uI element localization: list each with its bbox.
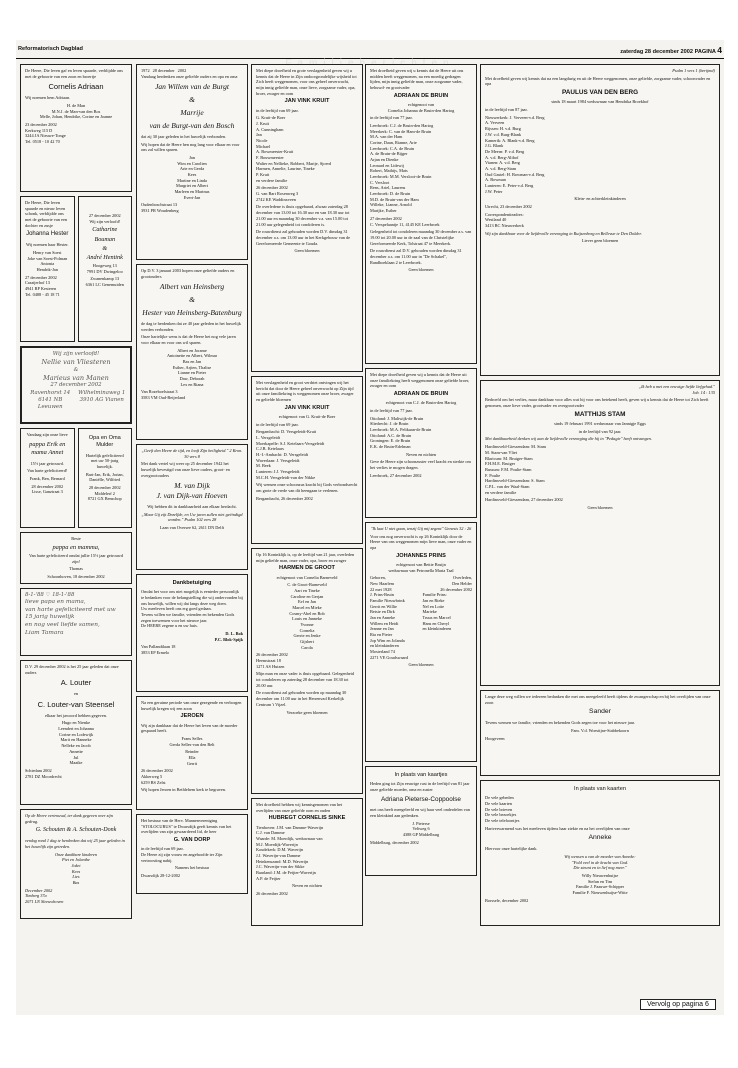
page-date: zaterdag 28 december 2002 PAGINA 4	[620, 45, 722, 55]
ad-thanks-anneke: In plaats van kaarten De vele gebeden De vele kaarten De vele brieven De vele bezoekjes De vele telefoontjes Hartverwarmend was het meeleven tijdens haar ziekte en na het overlijden van onze Anneke Hiervoor onze hartelijke dank. Wij wensen u van de moeder van Anneke: "Fold veel in de kracht van God. Die steunt en in lief nog meer." Willy Nieuwenhuijse Stefan en Tim Familie J. Paauwe-Schipper Familie F. Nieuwenhuijse-Witte Borssele, december 2002	[480, 780, 720, 926]
ad-obituary-pieterse: In plaats van kaartjes Heden ging tot Zijn eeuwige rust in de leeftijd van 81 jaar onze geliefde moeder, oma en zuster Adriana Pieterse-Coppoolse met ons heeft meegeleefd en wij haar veel onderdelen van een kleinkind aan gedenken. J. Pieterse Veltweg 6 4388 GP Middelburg Middelburg, december 2002	[365, 766, 477, 876]
ad-row	[20, 196, 132, 342]
ad-obituary-harmen: Op 16 Koninklijk is, op de leeftijd van 21 jaar, overleden mijn geliefde man, onze vader, opa, broer en zwager HARMEN DE GROOT echtgenoot van Cornelia Barneveld C. de Groot-Barneveld Aart en Tineke Caroline en Gerjan Eef en Jan Marcel en Mieke Cosmy-Abel en Bob Louis en Janneke Yvonne Cornelia Gerrie en Jenke Gijsbert Carola 26 december 2002 Heemstraat 18 1271 AS Huizen Mijn man en onze vader is thuis opgebaard. Gelegenheid tot condoleren op zaterdag 28 december van 18.30 tot 20.00 uur. De rouwdienst zal gehouden worden op maandag 30 december om 11.00 uur in het Herrenvad Kerkelijk Centrum 't Vijzel. Verzoeke geen bloemen	[251, 548, 363, 794]
ad-obituary-bruin-1: Met droefheid geven wij u kennis dat de Heere uit ons midden heeft weggenomen, na een moedig gedragen lijden, mijn innig geliefde man, onze zorgzame vader, behuwd- en grootvader ADRIAAN DE BRUIN echtgenoot van Cornelia Johanna de Bruin-den Hartog in de leeftijd van 77 jaar. Leerbroek: C.J. de Bruin-den Hartog Meerkerk: C. van de Ham-de Bruin M.A. van der Ham Corine, Daan, Rianne, Arie Leerbroek: C.A. de Bruin A. de Bruin-de Bijger Arjan en Dienke Leonard en Lidewij Robert, Mathijs, Mats Leerbroek: M.M. Versloot-de Bruin C. Versloot Rens, Ariel, Laurens Leerbroek: D. de Bruin M.D. de Bruin-van der Ham Willeke, Lianne, Arnold Marijke, Esther 27 december 2002 C. Verspelaantje 11, 4145 KE Leerbroek Gelegenheid tot condoleren maandag 30 december a.s. van 19.00 tot 20.00 uur in de zaal van de Christelijke Gereformeerde Kerk, Tolstraat 47 te Meerkerk. De rouwdienst zal D.V. gehouden worden dinsdag 31 december a.s. om 11.00 uur in "De Schakel", Randhoeklaan 2 te Leerbroek. Geen bloemen	[365, 64, 477, 364]
column-1	[20, 64, 132, 923]
ad-handwritten-note: 8-1-'88 ♡ 18-1-'88 lieve papa en mama, van harte gefeliciteerd met uw 15 jarig huwelijk en nog veel liefde samen, Liam Tamara	[20, 588, 132, 656]
name: Cornelis Adriaan	[48, 82, 104, 92]
ad-anniversary-pappa: Beste pappa en mamma, Van harte gefeliciteerd omdat jullie 15½ jaar getrouwd zijn! Thomas Schoonhoven, 18 december 2002	[20, 532, 132, 584]
column-2	[136, 64, 248, 898]
ad-birth-cornelis: De Heere, Die leven gaf en leven spaarde, verblijdde ons met de geboorte van een zoon en broertje Cornelis Adriaan Wij noemen hem Adriaan. H. de Man M.N.J. de Man-van den Bos Melle, Johan, Hendrike, Corine en Joanne 23 december 2002 Kerkweg 115 D 3244 JA Nieuwe-Tonge Tel. 0518 - 10 42 70	[20, 64, 132, 192]
ad-obituary-dorp: Het bestuur van de Herv. Mannenvereniging "STOLOCURUS" te Dwarsdijk geeft kennis van het overlijden van zijn gewaardeerd lid, de heer G. VAN DORP in de leeftijd van 69 jaar. De Heere zij zijn vrouw en angehoofde ter Zijn vertroosting nabij. Namens het bestuur Dwarsdijk 28-12-2002	[136, 814, 248, 894]
ad-obituary-sinke: Met droefheid hebben wij kennisgenomen van het overlijden van onze geliefde oom en ouden HUBREGT CORNELIS SINKE Tienhoven: J.M. van Damme-Waverijn C.J. van Damme Waarde: M. Moerdijk, weduwnaar van M.J. Moerdijk-Waverijn Koudekerk: D.M. Waverijn J.J. Waverijn-van Damme Heinkenszand: M.D. Waverijn J.C. Waverijn-van der Sikke Baarland: J.M. de Feijter-Waverijn A.P. de Feijter Neven en nichten 26 december 2002	[251, 798, 363, 926]
ad-birth-johanna: De Heere, Die leven spaarde en nieuw leven schonk, verblijdde ons met de geboorte van een dochter en zusje Johanna Hester Wij noemen haar Hester. Henry van Soest Joke van Soest-Polman Antonia Hendrik-Jan 27 december 2002 Craaijerhof 13 4941 RP Kesteren Tel. 0488 - 45 18 71	[20, 196, 75, 342]
column-3	[251, 64, 363, 930]
ad-thanks-bok: Dankbetuiging Omdat het voor ons niet mogelijk is eenieder persoonlijk te bedanken voor de belangstelling die wij ondervonden bij ons huwelijk, willen wij dat langs deze weg doen. Uw meeleven heeft ons erg goed gedaan. Tevens willen we familie, vrienden en bekenden Gods zegen toewensen voor het nieuwe jaar. De HEERE zegene u en uw huis. D. L. Bok P.C. Blok-Spijk Van Pallandtlaan 18 3853 EP Ermelo	[136, 574, 248, 692]
ad-engagement-catharine: 27 december 2002 Wij zijn verloofd! Catharine Bouman & André Hentink Hoogeweg 13 7991 DV Dwingeloo Zwanenkamp 13 6361 LC Genemuiden	[78, 196, 133, 342]
ad-obituary-pauls: Psalm 1 vers 1 (berijmd) Met droefheid geven wij kennis dat na een langdurig en uit de Heere weggenomen, onze geliefde, zorgzame vader, schoonvader en opa PAULUS VAN DEN BERG sinds 18 maart 1984 weduwnaar van Hendrika Broekhof in de leeftijd van 87 jaar. Nieuwerkerk: J. Verveen-v.d. Berg A. Verveen Rijssen: H. v.d. Burg J.W. v.d. Burg-Blank Kamerik: A. Blank-v.d. Berg J.G. Blank De Meern: P. v.d. Berg A. v.d. Berg-Alibof Vianen: A. v.d. Berg A. v.d. Berg-Stam Oud Gastel: H. Bowman-v.d. Berg A. Bowman Lunteren: E. Peter-v.d. Berg J.W. Peter Klein- en achterkleinkinderen Utrecht, 23 december 2002 Correspondentieadres: Westland 40 3413 BC Nieuwerkerk Wij zijn dankbaar voor de liefdevolle verzorging in Ruijsenborg en Bellevue te Den Dolder. Liever geen bloemen	[480, 64, 720, 376]
ad-obituary-kruit-1: Met diepe droefheid en grote verslagenheid geven wij u kennis dat de Heere in Zijn ondoorgrondelijke wijsheid tot Zich heeft weggenomen, voor ons geheel onverwacht, mijn innig geliefde man, onze lieve, zorgzame vader, opa, broer, zwager en oom JAN VINK KRUIT in de leeftijd van 69 jaar. G. Kruit-de Boer J. Kruit A. Cunningham Jan Nicole Michael A. Bowmeester-Kruit F. Bouwmeester Walter en Nellieke, Robbert, Marije, Sjoerd Harmen, Annelie, Laurine, Tineke P. Kruit en verdere familie 26 december 2002 G. van Bart Rosenweg 3 2742 KE Waddinxveen De overledene is thuis opgebaard, alwaar zaterdag 28 december van 13.00 tot 16.30 uur en van 18.30 uur tot 21.00 uur en maandag 30 december v.a. van 15.00 tot 21.00 uur gelegenheid tot condoleren is. De rouwdienst zal gehouden worden D.V. dinsdag 31 december a.s. om 13.00 uur in het Kerkgebouw van de Gereformeerde Gemeente te Gouda. Geen bloemen	[251, 64, 363, 372]
ad-thanks-sander: Lange deze weg willen we iedereen bedanken die met ons meegeleefd heeft tijdens de zwangerschap en bij het overlijden van onze zoon Sander Tevens wensen we familie, vrienden en bekenden Gods zegen toe voor het nieuwe jaar. Fam. V.d. Woestijne-Stabbekoorn Hoogeveen	[480, 690, 720, 776]
publication-name: Reformatorisch Dagblad	[18, 46, 83, 52]
ad-obituary-bruin-2: Met diepe droefheid geven wij u kennis dat de Heere uit onze familiekring heeft weggenomen onze geliefde broer, zwager en oom ADRIAAN DE BRUIN echtgenoot van C.J. de Bruin-den Hartog in de leeftijd van 77 jaar. Ottoland: J. Maliwijk-de Bruin Sliedrecht: J. de Bruin Leerbroek: M.A. Pelikaan-de Bruin Ottoland: A.C. de Bruin Groningen: E. de Bruin E.K. de Bruin-Edelman Neven en nichten Geve de Heere zijn schoonzuster veel kracht en sterkte om het verlies te mogen dragen. Leerbroek, 27 december 2002	[365, 368, 477, 518]
ad-anniversary-dijk: „Geeft den Heere de tijd, en looft Zijn heiligheid." 2 Kron. 30 vers 8 Met dank vertel wij weer op 25 december 1942 het huwelijk bevestigd van onze lieve ouders, groot- en overgrootouders M. van Dijk J. van Dijk-van Hoeven Wij hebben dit in dankbaarheid aan elkaar herdacht. „Maar Gij zijt Dezelfde, en Uw jaren zullen niet geëindigd worden." Psalm 102 vers 28 Laan van Oversee 62, 2611 DN Delft	[136, 444, 248, 570]
ad-obituary-kruit-2: Met verslagenheid en groot verdriet ontvingen wij het bericht dat door de Heere geheel onverwacht op Zijn tijd uit onze familiekring is weggenomen onze broer, zwager en geliefde bloemen JAN VINK KRUIT echtgenoot van G. Kruit-de Boer in de leeftijd van 69 jaar. Bergambacht: D. Versgeleidt-Kruit L. Versgeleidt Moerkapelle: S.J. Ketelaars-Versgeleidt C.J.B. Ketelaars H.-I.-Ambacht: D. Versgeleidt Waverlaan: J. Versgeleidt M. Beek Lunteren: J.J. Versgeleidt M.C.H. Versgeleidt-van der Nikke Wij wensen onze schoonzus kracht bij Gods verbondsrecht om grote de vrede van dit heengaan te verlenen. Bergambacht, 26 december 2002	[251, 376, 363, 544]
ad-row	[20, 428, 132, 528]
ad-anniversary-louter: D.V. 29 december 2002 is het 25 jaar geleden dat onze ouders A. Louter en C. Louter-van Steensel elkaar het jawoord hebben gegeven. Hugo en Nienke Leendert en Johanna Corine en Lodewijk Marit en Hanneke Nelleke en Jacob Annette Jul Maaike Schiedam 2002 2781 DZ Moordrecht	[20, 660, 132, 805]
newspaper-page	[16, 40, 724, 1015]
page-header	[16, 40, 724, 59]
column-4	[365, 64, 477, 880]
continued-on-page-link: Vervolg op pagina 6	[640, 999, 716, 1010]
ad-obituary-stam: „Ik heb u met een eeuwige liefde liefgehad." Job. 14 : 135 Bedroefd om het verlies, maar dankbaar voor alles wat hij voor ons betekend heeft, geven wij u kennis dat de Heere tot Zich heeft genomen, onze lieve vader, grootvader en overgrootvader MATTHIJS STAM sinds 19 februari 1991 weduwnaar van Jannigje Eggs in de leeftijd van 92 jaar. Met dankbaarheid denken wij aan de liefdevolle verzorging die hij in "Pedagie" heeft ontvangen. Hardinxveld-Giessendam: M. Stam M. Stam-van Vliet Blaricum: M. Bruiger-Stam F.H.M.E. Bruiger Bussum: F.M. Poulie-Stam F. Poulie Hardinxveld-Giessendam: S. Stam C.P.L. van der Waal-Stam en verdere familie Hardinxveld-Giessendam, 27 december 2002 Geen bloemen	[480, 380, 720, 686]
ad-anniversary-albert: Op D.V. 3 januari 2003 hopen onze geliefde ouders en grootouders Albert van Heinsberg & Hester van Heinsberg-Batenburg de dag te herdenken dat ze 40 jaar geleden in het huwelijk werden verbonden. Onze hartelijke wens is dat de Heere het nog vele jaren voor elkaar en voor ons wil sparen. Albert en Jorame Antoinette en Albert, Wilmar Bas en Jan Esther, Arjien, Thalise Lianne en Pieter Daw, Deborah Lex en Riana Van Rozeboelstraat 3 3583 VM Oud-Beijerland	[136, 264, 248, 440]
page-number: 4	[717, 45, 722, 55]
ad-anniversary-opa: Opa en Oma Mulder Hartelijk gefeliciteerd met uw 50-jarig huwelijk. Bart-Jan, Erik, Jorian, Daniëlle, Wilfried 28 december 2002 Middelerf 2 8721 GX Benschop	[78, 428, 133, 528]
ad-birth-jeroen: Na een geruime periode van onze gezegende en verborgen huwelijk kregen wij een zoon JEROEN Wij zijn dankbaar dat de Heere het leven van de moeder gespaard heeft. Frans Selles Gerda Selles-van den Belt Reinder Ella Gerrit 26 december 2002 Akkerweg 5 6259 BS Zelst Wij hopen Jeroen in Bethlehem kerk te begraven.	[136, 696, 248, 810]
ad-anniversary-erik: Vandaag zijn onze lieve pappa Erik en mama Annet 15½ jaar getrouwd. Van harte gefeliciteerd! Frank, Ben, Bernard 28 december 2002 Lisse, Ganztraat 3	[20, 428, 75, 528]
ad-obituary-prins: "Ik laat U niet gaan, tenzij Gij mij zegent" Genesis 32 : 26 Voor ons nog onverwacht is op 26 Koninklijk door de Heere van ons weggenomen mijn lieve man, onze vader en opa JOHANNES PRINS echtgenoot van Bettie Bruijn weduwnaar van Petronella Maria Taal Geboren, New Haarlem 22 mei 1928 Overleden, Den Helder 26 december 2002 J. Prins-Bruin Familie Nieuwbrink Gerrit en Willie Betsie en Dirk Jan en Anneke Willem en Heidi Jeanne en Jan Ria en Pieter Jop Wim en Jolanda en kleinkinderen Familie Prins: Jan en Rieke Nel en Lotte Marieke Truus en Marcel Hans en Cheryl en kleinkinderen Mosterland 74 2271 VE Goudswaard Geen bloemen	[365, 522, 477, 762]
ad-anniversary-schouten: Op de Heere vertrouwd, ter dank gegeven over zijn gedrag. G. Schouten & A. Schouten-Donk verdag rond 1 dag te herdenken dat wij 25 jaar geleden in het huwelijk zijn getreden. Onze dankbare kinderen Piet en Jolanthe Joket Kees Lies Bas December 2002 Timberg 37a 2071 LN Sleeuwhoven	[20, 809, 132, 919]
column-5	[480, 64, 720, 930]
ad-anniversary-janwillem: 1972 28 december 2002 Vandaag herdenken onze geliefde ouders en opa en oma Jan Willem van de Burgt & Marrije van de Burgt-van den Bosch dat zij 30 jaar geleden in het huwelijk verbonden. Wij hopen dat de Heere hen nog lang voor elkaar en voor ons zal willen sparen. Jan Wim en Carolien Arie en Gerda Kees Martine en Linda Margriet en Albert Marleen en Marinus Evert-Jan Oudenboschstraat 13 3931 PR Woudenberg	[136, 64, 248, 260]
ad-engagement-nellie: Wij zijn verloofd! Nellie van Vliesteren & Marieus van Manen 27 december 2002 Ravenhorst 14 6141 NB Leeuwen Wilhelminaweg 1 3910 AG Vianen	[20, 346, 132, 424]
